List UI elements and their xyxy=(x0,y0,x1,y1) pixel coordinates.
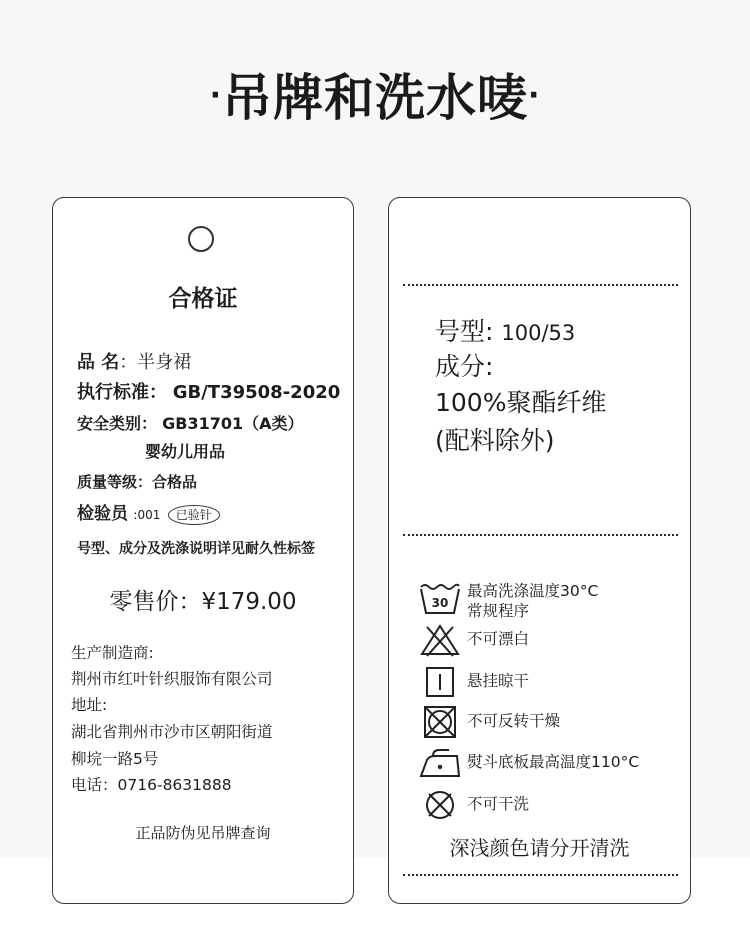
phone-value: 0716-8631888 xyxy=(117,776,232,794)
iron-110-icon xyxy=(419,746,461,780)
care-text-line-dry: 悬挂晾干 xyxy=(467,672,530,690)
title-text: 吊牌和洗水唛 xyxy=(222,69,528,127)
wash-temp-label: 30 xyxy=(431,596,449,610)
grade-label: 质量等级 xyxy=(77,473,138,491)
address-line-2: 柳垸一路5号 xyxy=(71,750,159,768)
retail-price: 零售价：¥179.00 xyxy=(109,589,297,615)
no-bleach-icon xyxy=(419,623,461,657)
page-title xyxy=(0,58,750,130)
care-text-no-bleach: 不可漂白 xyxy=(467,630,530,648)
standard-value: GB/T39508-2020 xyxy=(172,382,341,403)
inspector-row xyxy=(77,499,220,525)
inspector-value: :001 xyxy=(133,508,161,522)
grade-value: 合格品 xyxy=(152,473,198,491)
dotted-divider xyxy=(403,874,678,876)
dotted-divider xyxy=(403,284,678,286)
standard-label: 执行标准 xyxy=(77,382,149,403)
safety-value-line2: 婴幼儿用品 xyxy=(145,442,226,461)
hang-tag-certificate xyxy=(52,197,354,904)
needle-checked-stamp: 已验针 xyxy=(168,505,220,525)
composition-value: 100%聚酯纤维 xyxy=(435,388,607,417)
title-bullet-left: · xyxy=(209,78,222,113)
safety-row: 安全类别： GB31701（A类） xyxy=(77,414,304,433)
dotted-divider xyxy=(403,534,678,536)
care-text-no-dry-clean: 不可干洗 xyxy=(467,795,530,813)
tag-hole-icon xyxy=(188,226,214,252)
product-name-row: 品 名：半身裙 xyxy=(77,352,192,373)
safety-value: GB31701（A类） xyxy=(162,414,304,433)
composition-label: 成分: xyxy=(435,352,494,381)
size-label: 号型: xyxy=(435,317,494,346)
maker-value: 荆州市红叶针织服饰有限公司 xyxy=(71,670,273,688)
inspector-label: 检验员 xyxy=(77,504,128,524)
address-label: 地址: xyxy=(71,696,108,714)
composition-note: (配料除外) xyxy=(435,426,555,455)
title-bullet-right: · xyxy=(528,78,541,113)
care-text-iron: 熨斗底板最高温度110°C xyxy=(467,753,640,771)
address-line-1: 湖北省荆州市沙市区朝阳街道 xyxy=(71,723,273,741)
authenticity-note: 正品防伪见吊牌查询 xyxy=(135,824,271,842)
no-tumble-dry-icon xyxy=(419,705,461,739)
maker-label: 生产制造商: xyxy=(71,644,154,662)
separate-colors-note: 深浅颜色请分开清洗 xyxy=(449,836,630,860)
care-text-wash: 最高洗涤温度30°C 常规程序 xyxy=(467,582,599,620)
label-note: 号型、成分及洗涤说明详见耐久性标签 xyxy=(77,541,315,557)
product-name-value: 半身裙 xyxy=(137,352,192,373)
standard-row: 执行标准： GB/T39508-2020 xyxy=(77,382,341,403)
grade-row: 质量等级：合格品 xyxy=(77,473,198,491)
wash-30-icon xyxy=(419,581,461,615)
care-label xyxy=(388,197,691,904)
phone-label: 电话 xyxy=(71,776,103,794)
certificate-title: 合格证 xyxy=(168,286,238,312)
size-row xyxy=(435,312,575,348)
care-text-no-tumble-dry: 不可反转干燥 xyxy=(467,712,561,730)
price-label: 零售价 xyxy=(109,589,179,615)
phone-row: 电话：0716-8631888 xyxy=(71,776,232,794)
no-dry-clean-icon xyxy=(419,788,461,822)
price-value: ¥179.00 xyxy=(201,589,297,615)
safety-label: 安全类别 xyxy=(77,414,142,433)
size-value: 100/53 xyxy=(501,321,576,345)
product-name-label: 品 名 xyxy=(77,352,120,373)
line-dry-icon xyxy=(419,665,461,699)
